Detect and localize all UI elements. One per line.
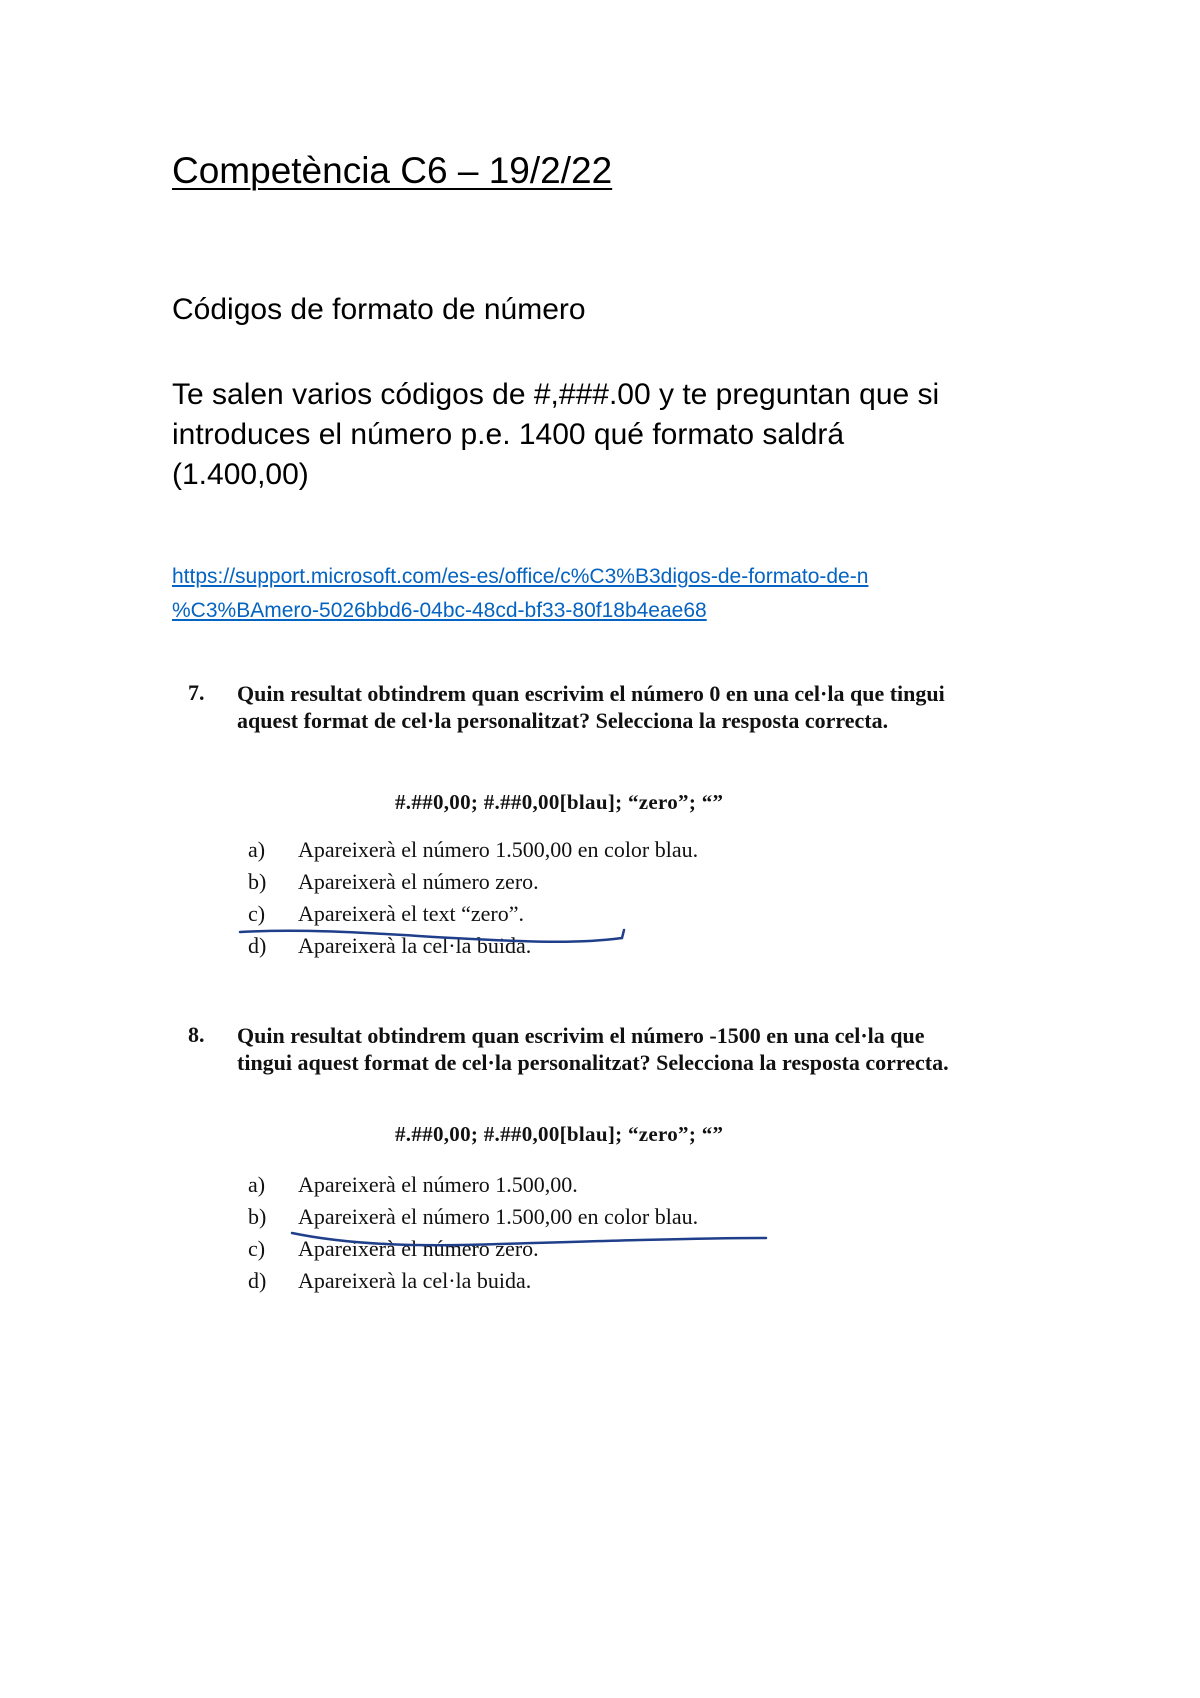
option-a — [248, 837, 698, 863]
question-text: Quin resultat obtindrem quan escrivim el número 0 en una cel·la que tingui aquest format de cel·la personalitzat? Selecciona la resposta correcta. — [237, 681, 945, 733]
option-text: Apareixerà la cel·la buida. — [298, 933, 532, 958]
explanation-paragraph — [172, 375, 1052, 495]
paragraph-line: introduces el número p.e. 1400 qué formato saldrá — [172, 418, 845, 451]
option-letter: b) — [248, 1204, 267, 1229]
option-letter: d) — [248, 933, 267, 958]
option-text: Apareixerà el número zero. — [298, 1236, 539, 1261]
reference-link[interactable] — [172, 560, 1072, 628]
option-text: Apareixerà el text “zero”. — [298, 901, 524, 926]
option-c — [248, 1236, 539, 1262]
link-line[interactable]: https://support.microsoft.com/es-es/office/c%C3%B3digos-de-formato-de-n — [172, 565, 869, 588]
question-7-block — [160, 680, 1000, 970]
option-b — [248, 869, 539, 895]
section-subtitle: Códigos de formato de número — [172, 293, 586, 326]
question-number: 8. — [188, 1022, 205, 1047]
option-c — [248, 901, 524, 927]
format-code: #.##0,00; #.##0,00[blau]; “zero”; “” — [395, 790, 724, 814]
question-number: 7. — [188, 680, 205, 705]
paragraph-line: (1.400,00) — [172, 458, 309, 491]
page-title: Competència C6 – 19/2/22 — [172, 150, 613, 191]
question-8-block — [160, 1022, 1000, 1312]
option-letter: b) — [248, 869, 267, 894]
format-code: #.##0,00; #.##0,00[blau]; “zero”; “” — [395, 1122, 724, 1146]
option-b — [248, 1204, 698, 1230]
option-letter: a) — [248, 1172, 266, 1197]
link-line[interactable]: %C3%BAmero-5026bbd6-04bc-48cd-bf33-80f18b4eae68 — [172, 599, 707, 622]
option-d — [248, 1268, 531, 1294]
option-letter: c) — [248, 901, 266, 926]
option-text: Apareixerà el número zero. — [298, 869, 539, 894]
option-letter: c) — [248, 1236, 266, 1261]
option-letter: a) — [248, 837, 266, 862]
option-a — [248, 1172, 578, 1198]
paragraph-line: Te salen varios códigos de #,###.00 y te preguntan que si — [172, 378, 940, 411]
option-text: Apareixerà la cel·la buida. — [298, 1268, 532, 1293]
question-text: Quin resultat obtindrem quan escrivim el número -1500 en una cel·la que tingui aquest format de cel·la personalitzat? Selecciona la resposta correcta. — [237, 1023, 949, 1075]
option-text: Apareixerà el número 1.500,00 en color blau. — [298, 837, 699, 862]
option-text: Apareixerà el número 1.500,00 en color blau. — [298, 1204, 699, 1229]
option-d — [248, 933, 531, 959]
option-text: Apareixerà el número 1.500,00. — [298, 1172, 578, 1197]
option-letter: d) — [248, 1268, 267, 1293]
